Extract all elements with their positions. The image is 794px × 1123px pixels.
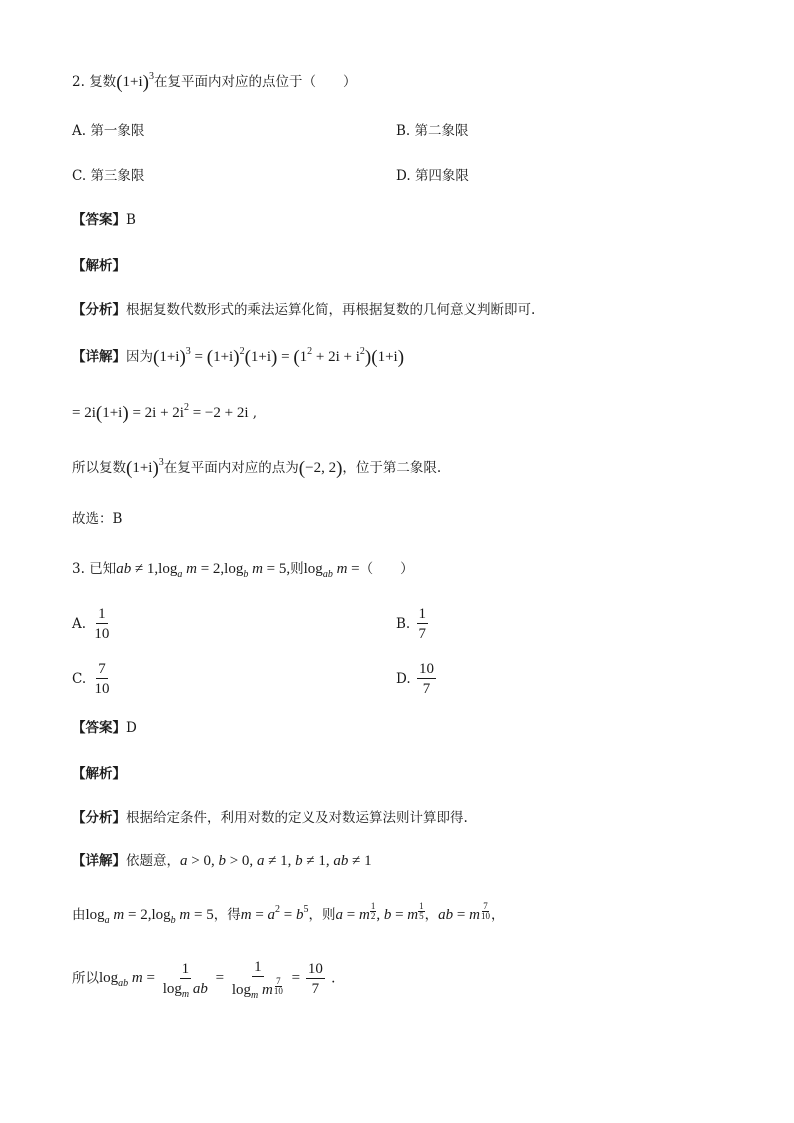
q2-number: 2. (72, 74, 85, 90)
q2-detail: 【详解】因为$(1+i)^3 = (1+i)^2(1+i) = (1^2 + 2i + i^2)(1+i)$ (72, 346, 405, 368)
q3-option-d: D. $\frac{10}{7}$ (396, 661, 434, 697)
q3-detail: 【详解】依题意，a > 0, b > 0, a ≠ 1, b ≠ 1, ab ≠ 1 (72, 853, 372, 869)
q2-stem (72, 72, 356, 92)
q3-analysis-heading: 【解析】 (72, 766, 126, 782)
q2-conclusion: 所以复数$(1+i)^3$在复平面内对应的点为(−2, 2)，位于第二象限. (72, 457, 442, 479)
q2-option-a: A. 第一象限 (72, 123, 145, 139)
q2-expression: $(1+i)^3$ (116, 71, 154, 93)
q3-detail-step2: 由$\log_a m = 2,\log_b$ m = 5，得$m = a^2 = b^5$，则a = m $\frac{1}{2}$ , b = m $\frac{1}{5}$ ，ab = m $\frac{7}{10}$ ， (72, 901, 505, 926)
answer-value: B (126, 212, 136, 228)
q2-choose: 故选：B (72, 511, 123, 527)
q2-stem-post: 在复平面内对应的点位于（ ） (153, 74, 357, 90)
q3-answer: 【答案】D (72, 720, 137, 736)
q3-detail-step3: 所以$\log_{ab} m$ = $\frac{1}{\log_m ab}$ = 1 $\log_m m$ $\frac{7}{10}$ = $\frac{10}{7}$ . (72, 959, 336, 1001)
q3-option-a: A. $\frac{1}{10}$ (72, 606, 110, 642)
q2-option-d: D. 第四象限 (396, 168, 469, 184)
q3-option-b: B. $\frac{1}{7}$ (396, 606, 427, 642)
q3-number: 3. (72, 561, 85, 577)
q3-fenxi: 【分析】根据给定条件，利用对数的定义及对数运算法则计算即得. (72, 810, 468, 826)
q2-fenxi: 【分析】根据复数代数形式的乘法运算化简，再根据复数的几何意义判断即可. (72, 302, 536, 318)
q2-answer (72, 210, 136, 230)
q2-detail-equation: $(1+i)^3 = (1+i)^2(1+i) = (1^2 + 2i + i^2)(1+i)$ (153, 346, 405, 368)
answer-label: 【答案】 (72, 212, 126, 228)
q3-condition: ab ≠ $1,\log_a$ $m = 2,\log_b$ m = 5, (116, 561, 291, 580)
q2-detail-continued: = $2i(1+i) = 2i + 2i^2 = -2 + 2i$ , (72, 402, 258, 424)
q2-option-b: B. 第二象限 (396, 123, 469, 139)
q2-option-c: C. 第三象限 (72, 168, 145, 184)
q2-stem-pre: 复数 (89, 74, 117, 90)
q3-option-c: C. $\frac{7}{10}$ (72, 661, 110, 697)
q2-analysis-heading: 【解析】 (72, 258, 126, 274)
q3-stem: 3. 已知ab ≠ $1,\log_a$ $m = 2,\log_b$ m = 5,则$\log_{ab} m$ =（ ） (72, 561, 414, 580)
